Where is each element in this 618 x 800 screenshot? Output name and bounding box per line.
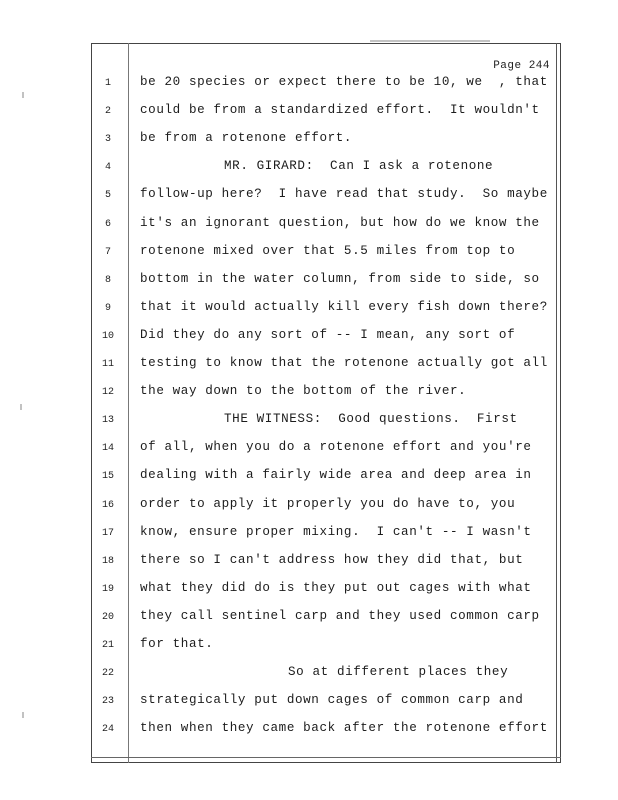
transcript-line: [0, 383, 618, 411]
transcript-line: [0, 130, 618, 158]
transcript-line: [0, 636, 618, 664]
line-number: 19: [101, 583, 114, 595]
line-text: testing to know that the rotenone actually got all: [140, 356, 548, 370]
line-number: 6: [104, 218, 111, 230]
line-text: THE WITNESS: Good questions. First: [224, 412, 518, 427]
line-number: 21: [101, 640, 114, 651]
transcript-line: [0, 243, 618, 271]
line-text: they call sentinel carp and they used common carp: [140, 608, 540, 623]
transcript-line: [0, 271, 618, 299]
line-text: MR. GIRARD: Can I ask a rotenone: [224, 159, 494, 174]
line-text: order to apply it properly you do have to, you: [140, 496, 516, 511]
transcript-line: [0, 692, 618, 720]
line-text: bottom in the water column, from side to side, so: [140, 271, 540, 286]
transcript-line: [0, 496, 618, 524]
line-number: 15: [101, 471, 114, 483]
line-number: 13: [101, 415, 114, 427]
line-text: the way down to the bottom of the river.: [140, 384, 467, 399]
line-text: then when they came back after the rotenone effort: [140, 721, 548, 736]
line-number: 10: [101, 330, 114, 342]
transcript-line: [0, 608, 618, 636]
line-number: 12: [101, 387, 114, 399]
scan-artifact: [370, 40, 490, 42]
line-number: 16: [101, 499, 114, 511]
line-number: 24: [101, 724, 114, 736]
transcript-line: [0, 720, 618, 748]
line-text: for that.: [140, 637, 214, 651]
line-text: there so I can't address how they did that, but: [140, 552, 524, 567]
line-text: rotenone mixed over that 5.5 miles from top to: [140, 243, 516, 258]
line-number: 14: [101, 443, 114, 455]
transcript-line: [0, 74, 618, 102]
transcript-line: [0, 580, 618, 608]
line-text: be from a rotenone effort.: [140, 131, 353, 146]
transcript-line: [0, 299, 618, 327]
line-text: So at different places they: [288, 665, 509, 680]
line-text: Did they do any sort of -- I mean, any sort of: [140, 327, 516, 342]
line-text: what they did do is they put out cages with what: [140, 580, 532, 595]
line-text: it's an ignorant question, but how do we know the: [140, 215, 540, 230]
line-number: 11: [101, 359, 114, 370]
page-number: Page 244: [493, 60, 550, 72]
line-text: dealing with a fairly wide area and deep area in: [140, 468, 532, 483]
transcript-line: [0, 552, 618, 580]
line-text: know, ensure proper mixing. I can't -- I wasn't: [140, 524, 532, 539]
line-number: 1: [104, 78, 111, 89]
line-text: of all, when you do a rotenone effort and you're: [140, 440, 532, 455]
line-text: follow-up here? I have read that study. So maybe: [140, 187, 548, 202]
line-number: 22: [101, 668, 114, 680]
transcript-line: [0, 102, 618, 130]
line-number: 2: [104, 106, 111, 118]
line-number: 17: [101, 527, 114, 539]
line-number: 4: [104, 162, 111, 174]
transcript-line: [0, 664, 618, 692]
line-number: 18: [101, 555, 114, 567]
line-text: that it would actually kill every fish down there?: [140, 299, 548, 314]
line-text: strategically put down cages of common carp and: [140, 693, 524, 708]
line-text: be 20 species or expect there to be 10, we , that: [140, 75, 548, 89]
transcript-line: [0, 215, 618, 243]
line-number: 3: [104, 134, 111, 146]
line-number: 20: [101, 611, 114, 623]
transcript-line: [0, 439, 618, 467]
line-text: could be from a standardized effort. It wouldn't: [140, 103, 540, 118]
transcript-line: [0, 467, 618, 495]
line-number: 9: [104, 302, 111, 314]
transcript-line: [0, 524, 618, 552]
transcript-line: [0, 355, 618, 383]
transcript-line: [0, 186, 618, 214]
transcript-line: [0, 411, 618, 439]
bottom-margin-rule: [91, 757, 561, 758]
line-number: 7: [104, 246, 111, 258]
transcript-line: [0, 327, 618, 355]
line-number: 5: [104, 190, 111, 202]
line-number: 8: [104, 274, 111, 286]
line-number: 23: [101, 696, 114, 708]
transcript-line: [0, 158, 618, 186]
